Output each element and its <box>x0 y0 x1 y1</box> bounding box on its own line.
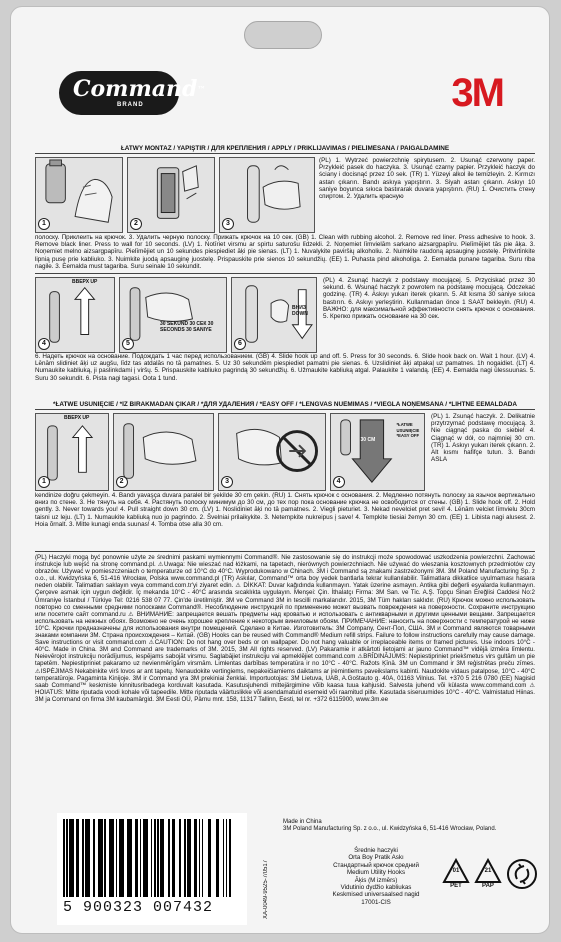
step-number: 1 <box>38 476 50 488</box>
mount-step-5 <box>119 277 227 353</box>
product-name: Āķis (M izmērs) <box>354 876 398 884</box>
up-label: ВВЕРХ UP <box>72 279 98 285</box>
step-number: 2 <box>116 476 128 488</box>
step-number: 3 <box>221 476 233 488</box>
brand-name: Command <box>73 76 198 102</box>
remove-step-2 <box>113 413 214 491</box>
part-code: XA-0049-9525-7/0517 <box>263 859 269 919</box>
legal-text: (PL) Haczyki mogą być ponownie użyte ze średnimi paskami wymiennymi Command®. Nie zastosowanie się do instrukcji może spowodować uszkodzenia powierzchni. Zachować instrukcje lub wejść na stronę command.pl. ⚠Uwaga: Nie wieszać nad łóżkami, na tapetach, nierównych powierzchniach. Nie używać do wieszania kosztownych przedmiotów czy obrazów. Używać w pomieszczeniach o temperaturze od 10°C do 40°C. Wyprodukowano w Chinach. 3M i Command są znakami zastrzeżonymi 3M. 3M Poland Manufacturing Sp. z o.o., ul. Kwidzyńska 6, 51-416 Wrocław, Polska www.command.pl (TR) Askılar, Command™ orta boy yedek bantlarla tekrar kullanılabilir. Talimatlara dikkatlice uyulmaması hasara neden olabilir. Talimatları saklayın veya command.com.tr'yi ziyaret edin. ⚠ DİKKAT: Duvar kağıdında kullanmayın. Yatak üzerine asmayın. Antika gibi değerli eşyalarda kullanmayın. Çerçeve asmak için uygun değildir. İç mekanda 10°C - 40°C arasında sıcaklıkta uygulayın. Menşei: Çin. İthalatçı Firma: 3M San. ve Tic. A.Ş. Topçu Sinan Ereğlisi Caddesi No:2 Ümraniye İstanbul / Türkiye Tel: 0216 538 07 77. Çin'de üretilmiştir. 3M ve Command 3M in tescilli markalarıdır. 2015, 3M Tüm hakları saklıdır. (RU) Крючок можно использовать повторно со сменными средними полосками Command®. Несоблюдение инструкций по применению может вызвать повреждения на поверхности. Сохраните инструкцию или посетите сайт command.ru ⚠ ВНИМАНИЕ: запрещается вешать предметы над кроватью и использовать с антикварными и другими ценными вещами. Запрещается использовать на нежных обоях. Возможно не очень хорошее крепление к некоторым виниловым обоям. ПРИМЕЧАНИЕ: наносить на поверхности с температурой не ниже 10°C. Крючки предназначены для использования внутри помещений. Сделано в Китае. Изготовитель: 3M Company, Сент-Пол, США. 3M и Command являются товарными знаками компании 3M. Страна происхождения – Китай. (GB) Hooks can be reused with Command® Medium refill strips. Failure to follow instructions carefully may cause damage. Save instructions or visit command.com ⚠CAUTION: Do not hang over beds or on wallpaper. Do not hang valuable or irreplaceable items or framed pictures. Use indoors 10°C - 40°C. Made in China. 3M and Command are trademarks of 3M. 2015, 3M All rights reserved. (LV) Pakaramie ir atkārtoti lietojami ar jauno Command™ vidējā izmēra līmlentu. Neievērojot instrukciju norādījumus, iespējams sabojāt virsmu. Saglabājiet instrukciju vai apmeklējiet command.com ⚠BRĪDINĀJUMS: Nepiestipriniet priekšmetus virs gultām un pie tapetēm. Nepiestipriniet pakaramo uz nevienmērīgām virsmām. Limlentas darbības temperatūra ir no 10°C - 40°C. Ražots Ķīnā. 3M un Command ir 3M reģistrētas preču zīmes. ⚠ISPĖJIMAS Nekabinkite virš lovos ar ant tapetų. Nenaudokite vertingiems, nepakeičiamiems daiktams ar įrėmintiems paveikslams kabinti. Naudokite vidaus patalpose, 10°C - 40°C temperatūroje. Pagaminta Kinijoje. 3M ir Command yra 3M prekiniai ženklai. Importuotojas: 3M Lietuva, UAB, A.Goštauto g. 40A, 01163 Vilnius. Tel. +370 5 216 0780 (EE) Nagisid saab Command™ keskmiste kinnitusribadega korduvalt kasutada. Kasutusjuhendi mittejärgimine võib kaasa tuua kahjusid. Salvesta juhend või külasta www.command.com ⚠ HOIATUS: Mitte riputada voodi kohale või tapeedile. Mitte riputada väärtuslikke või asendamatuid esemeid või raamitud pilte. Kasutada siseruumides 10°C - 40°C. Valmistatud Hiinas. 3M ja Command on firma 3M kaubamärgid. 3M Eesti OÜ, Pärnu mnt. 158, 11317 Tallinn, Eesti, tel nr. +372 6115900, www.3m.ee <box>35 551 535 801</box>
mount-step-6 <box>231 277 317 353</box>
step-number: 5 <box>122 338 134 350</box>
barcode-bars <box>63 819 241 897</box>
command-logo <box>59 71 206 115</box>
distance-label: 30 CM <box>360 437 376 443</box>
up-label: ВВЕРХ UP <box>64 415 90 421</box>
remove-step-3 <box>218 413 325 491</box>
mount-section <box>35 273 535 397</box>
remove-section <box>35 401 535 556</box>
down-label: ВНИЗ DOWN <box>292 305 308 317</box>
press-base-illustration <box>120 278 226 352</box>
product-name: Стандартный крючок средний <box>333 861 419 869</box>
remove-step-4 <box>330 413 426 491</box>
pap-code: 21 <box>484 868 492 874</box>
product-names <box>311 847 441 906</box>
apply-step-3 <box>219 157 315 233</box>
step-number: 3 <box>222 218 234 230</box>
step-number: 6 <box>234 338 246 350</box>
pet-code: 01 <box>452 868 460 874</box>
step-number: 4 <box>38 338 50 350</box>
maker-logo: 3M <box>451 71 503 115</box>
mount-step-4 <box>35 277 115 353</box>
apply-full-text: полоску. Приклеить на крючок. 3. Удалить черную полоску. Прижать крючок на 10 сек. (GB) 1. Clean with rubbing alcohol. 2. Remove red liner. Press adhesive to hook. 3. Remove black liner. Press to wall for 10 seconds. (LV) 1. Notīriet virsmu ar spirtu saturošu līdzekli. 2. Noņemiet līmvielām sarkano aizsargpapīru. Pielīmējiet tās pie āķa. 3. Noņemiet melno aizsargpapīru. Pielīmējiet un 10 sekundes piespiediet āķi pie sienas. (LT) 1. Nuvalykite paviršių alkoholiu. 2. Nuimkite raudoną apsauginę juostelę. Pritvirtinkite lipnią pusę prie kabliuko. 3. Nuimkite juodą apsauginę juostelę. Prispauskite prie sienos 10 sekundžių. (EE) 1. Puhasta pind alkoholiga. 2. Eemalda punane tagariba. Suru riba nagile. 3. Eemalda must tagariba. Suru seinale 10 sekundit. <box>35 234 535 270</box>
mount-full-text: 6. Надеть крючок на основание. Подождать 1 час перед использованием. (GB) 4. Slide hook up and off. 5. Press for 30 seconds. 6. Slide hook back on. Wait 1 hour. (LV) 4. Lēnām slidiniet āķi uz augšu, līdz tas atdalās no tā pamatnes. 5. Uz 30 sekundēm piespiediet pamatni pie sienas. 6. Uzslidiniet āķi atpakaļ uz pamatnes. 1h nogaidiet. (LT) 4. Numaukite kabliuką, ji paslinkdami į viršų. 5. Prispauskite kabliuko pagrindą 30 sekundžių. 6. Užmaukite kabliuką atgal. Palaukite 1 valandą. (EE) 4. Eemalda nagi ülessuunas. 5. Suru 30 sekundit. 6. Pista nagi tagasi. Oota 1 tund. <box>35 353 535 382</box>
package-card <box>10 6 550 934</box>
pap-label: PAP <box>482 883 494 889</box>
recycling-loop-icon <box>507 859 537 889</box>
step-number: 4 <box>333 476 345 488</box>
product-name: Vidutinio dydžio kabliukas <box>340 884 412 892</box>
made-in: Made in China <box>283 819 322 825</box>
pap-recycle-icon <box>473 857 503 901</box>
apply-title: ŁATWY MONTAŻ / YAPIŞTIR / ДЛЯ КРЕПЛЕНИЯ / APPLY / PRIKLIJAVIMAS / PIELĪMĒŠANA / PAIGALDAMINE <box>35 145 535 154</box>
do-not-pull-illustration <box>219 414 324 490</box>
apply-step-2 <box>127 157 215 233</box>
hold-label: 30 SEKUND 30 СЕК 30 SECONDS 30 SANIYE <box>160 321 214 333</box>
apply-section <box>35 145 535 278</box>
apply-step-1 <box>35 157 123 233</box>
product-name: Keskmised universaalsed nagid <box>332 891 420 899</box>
product-code: 17001-CIS <box>361 898 391 906</box>
remove-title: *ŁATWE USUNIĘCIE / *İZ BIRAKMADAN ÇIKAR / *ДЛЯ УДАЛЕНИЯ / *EASY OFF / *LENGVAS NUĖMIMAS / *VIEGLA NOŅEMŠANA / *LIHTNE EEMALDADA <box>35 401 535 410</box>
step-number: 2 <box>130 218 142 230</box>
brand-sub: BRAND <box>117 102 144 108</box>
step-number: 1 <box>38 218 50 230</box>
warn-label: *ŁATWE USUNIĘCIE *EASY OFF <box>396 422 420 438</box>
remove-full-text: kendinize doğru çekmeyin. 4. Bandı yavaşça duvara paralel bir şekilde 30 cm çekin. (RU) 1. Снять крючок с основания. 2. Медленно потянуть полоску за язычок вертикально вниз по стене. 3. Не тянуть на себя. 4. Растянуть полоску минимум до 30 см, до тех пор пока основание крючка не освободится от стены. (GB) 1. Slide hook off. 2. Hold gently. 3. Never towards you! 4. Pull straight down 30 cm. (LV) 1. Noslidiniet āķi no tā pamatnes. 2. Viegli pieturiet. 3. Nekad nevelciet pret sevi! 4. Lēnām velciet līmvielu 30cm taisni uz leju. (LT) 1. Numaukite kabliuką nuo jo pagrindo. 2. Švelniai prilaikykite. 3. Netempkite nukreipus į save! 4. Tempkite tiesiai žemyn 30 cm. (EE) 1. Libista nagi alusest. 2. Hoia õrnalt. 3. Mitte kunagi enda suunas! 4. Tomba otse alla 30 cm. <box>35 492 535 528</box>
manufacturer-info <box>283 819 513 833</box>
product-name: Średnie haczyki <box>354 847 398 854</box>
hang-hole <box>244 21 322 49</box>
pet-recycle-icon <box>441 857 471 901</box>
press-hook-illustration <box>220 158 314 232</box>
barcode <box>57 813 247 925</box>
brand-mark: ™ <box>197 84 206 94</box>
apply-side-text: (PL) 1. Wytrzeć powierzchnię spirytusem. 2. Usunąć czerwony paper. Przykleić pasek do haczyka. 3. Usunąć czarny papier. Przykleić haczyk do ściany i docisnąć przez 10 sek. (TR) 1. Yüzeyi alkol ile temizleyin. 2. Kırmızı astarı çıkarın. Bandı askıya yapıştırın. 3. Siyah astarı çıkarın. Askıyı 10 saniye boyunca sıkıca bastırarak duvara yapıştırın. (RU) 1. Очистить стену спиртом. 2. Удалить красную <box>319 157 535 201</box>
product-name: Medium Utility Hooks <box>346 869 406 877</box>
manufacturer-address: 3M Poland Manufacturing Sp. z o.o., ul. Kwidzyńska 6, 51-416 Wrocław, Poland. <box>283 826 497 832</box>
pet-label: PET <box>450 883 462 889</box>
barcode-digits: 5 900323 007432 <box>63 899 214 916</box>
remove-step-1 <box>35 413 109 491</box>
mount-side-text: (PL) 4. Zsunąć haczyk z podstawy mocującej. 5. Przyciskać przez 30 sekund. 6. Wsunąć haczyk z powrotem na podstawę mocującą. Odczekać godzinę. (TR) 4. Askıyı yukarı iterek çıkarın. 5. Alt kısma 30 saniye sıkıca bastırın. 6. Askıyı yerleştirin. Kullanmadan önce 1 SAAT bekleyin. (RU) 4. ВАЖНО: для максимальной эффективности снять крючок с основания. 5. Крепко прижать основание на 30 сек. <box>323 277 535 321</box>
remove-side-text: (PL) 1. Zsunąć haczyk. 2. Delikatnie przytrzymać podstawę mocującą. 3. Nie ciągnąć paska do siebie! 4. Ciągnąć w dół, co najmniej 30 cm. (TR) 1. Askıyı yukarı iterek çıkarın. 2. Alt kısmı hafifçe tutun. 3. Bandı ASLA <box>431 413 535 464</box>
product-name: Orta Boy Pratik Askı <box>348 854 404 862</box>
hold-base-illustration <box>114 414 213 490</box>
